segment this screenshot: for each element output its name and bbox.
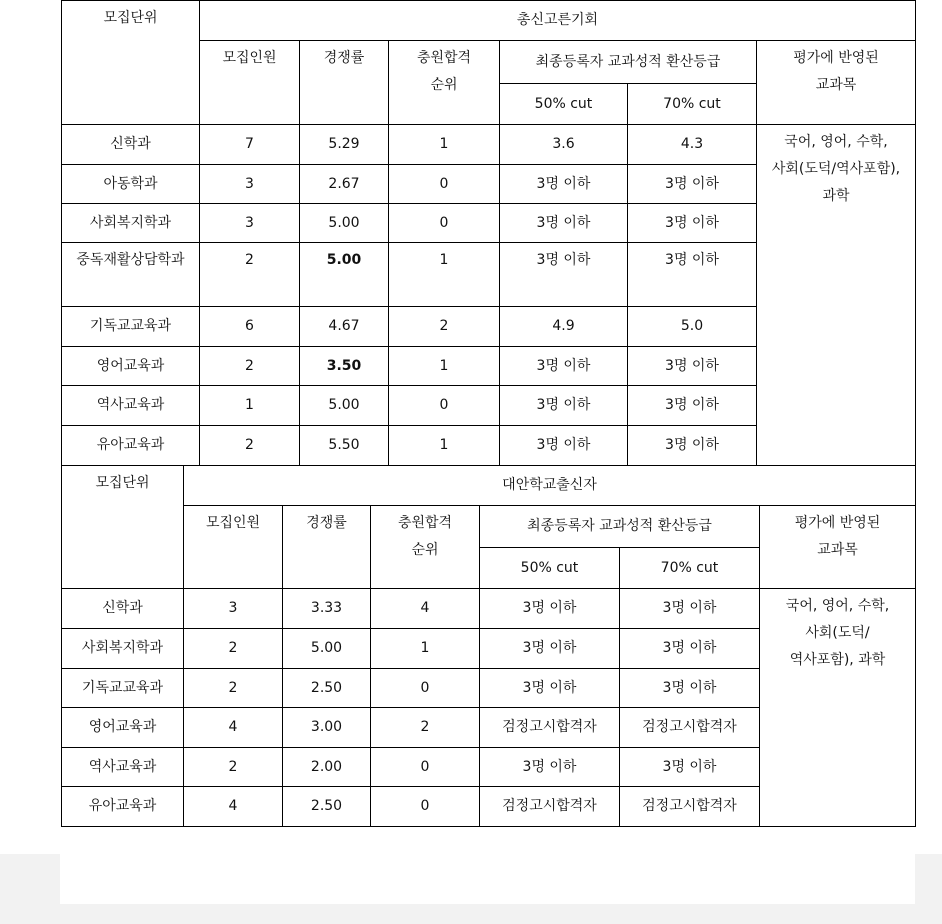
unit-cell: 유아교육과: [62, 787, 184, 827]
col-50-cut: 50% cut: [480, 548, 620, 589]
subjects-line3: 역사포함), 과학: [789, 652, 886, 668]
unit-cell: 사회복지학과: [62, 204, 200, 243]
rank-cell: 1: [371, 629, 480, 669]
ratio-cell: 4.67: [300, 307, 389, 347]
cut70-cell: 3명 이하: [620, 589, 760, 629]
ratio-cell: 2.50: [283, 669, 371, 708]
unit-cell: 영어교육과: [62, 708, 184, 748]
recruit-cell: 6: [200, 307, 300, 347]
ratio-cell: 3.33: [283, 589, 371, 629]
recruit-cell: 2: [184, 669, 283, 708]
cut50-cell: 3명 이하: [500, 426, 628, 466]
recruit-cell: 2: [200, 243, 300, 307]
rank-cell: 0: [389, 165, 500, 204]
col-subjects: [757, 41, 916, 125]
ratio-cell: 5.29: [300, 125, 389, 165]
ratio-cell: 3.50: [300, 347, 389, 386]
cut50-cell: 3명 이하: [500, 347, 628, 386]
cut70-cell: 3명 이하: [628, 165, 757, 204]
ratio-cell: 5.00: [300, 243, 389, 307]
cut50-cell: 3명 이하: [480, 669, 620, 708]
rank-cell: 0: [389, 386, 500, 426]
unit-cell: 유아교육과: [62, 426, 200, 466]
table-row: [62, 589, 916, 629]
rank-cell: 1: [389, 347, 500, 386]
rank-cell: 1: [389, 243, 500, 307]
col-rank: [371, 506, 480, 589]
cut70-cell: 3명 이하: [620, 669, 760, 708]
cut70-cell: 4.3: [628, 125, 757, 165]
recruit-cell: 2: [200, 347, 300, 386]
recruit-cell: 2: [200, 426, 300, 466]
cut50-cell: 검정고시합격자: [480, 708, 620, 748]
col-rank-line1: 충원합격: [397, 515, 453, 531]
table-row: [62, 125, 916, 165]
cut50-cell: 3명 이하: [500, 243, 628, 307]
recruit-cell: 4: [184, 708, 283, 748]
unit-cell: 신학과: [62, 589, 184, 629]
cut50-cell: 3명 이하: [500, 386, 628, 426]
col-subjects-line1: 평가에 반영된: [793, 50, 879, 66]
col-grade: 최종등록자 교과성적 환산등급: [500, 41, 757, 84]
rank-cell: 0: [371, 669, 480, 708]
subjects-cell: [760, 589, 916, 827]
col-rank-line2: 순위: [411, 542, 439, 558]
recruit-cell: 3: [184, 589, 283, 629]
unit-cell: 역사교육과: [62, 748, 184, 787]
col-subjects-line2: 교과목: [817, 542, 858, 558]
rank-cell: 0: [371, 787, 480, 827]
recruit-cell: 7: [200, 125, 300, 165]
col-grade: 최종등록자 교과성적 환산등급: [480, 506, 760, 548]
col-rank: [389, 41, 500, 125]
rank-cell: 0: [389, 204, 500, 243]
unit-cell: 기독교교육과: [62, 307, 200, 347]
group-header: 대안학교출신자: [184, 466, 916, 506]
group-header: 총신고른기회: [200, 1, 916, 41]
cut70-cell: 검정고시합격자: [620, 708, 760, 748]
col-subjects-line1: 평가에 반영된: [794, 515, 881, 531]
cut70-cell: 5.0: [628, 307, 757, 347]
recruit-cell: 4: [184, 787, 283, 827]
admission-table-alternative-school: [61, 465, 916, 827]
ratio-cell: 2.00: [283, 748, 371, 787]
ratio-cell: 5.00: [300, 386, 389, 426]
col-subjects-line2: 교과목: [815, 77, 857, 93]
cut70-cell: 3명 이하: [628, 426, 757, 466]
page-footer-inner: [60, 854, 915, 904]
recruit-cell: 2: [184, 629, 283, 669]
col-rank-line2: 순위: [430, 77, 458, 93]
subjects-line3: 과학: [822, 188, 850, 204]
col-70-cut: 70% cut: [620, 548, 760, 589]
cut50-cell: 3명 이하: [480, 589, 620, 629]
ratio-cell: 3.00: [283, 708, 371, 748]
subjects-line1: 국어, 영어, 수학,: [784, 134, 888, 150]
cut50-cell: 검정고시합격자: [480, 787, 620, 827]
subjects-cell: [757, 125, 916, 466]
unit-header: 모집단위: [62, 1, 200, 125]
unit-cell: 영어교육과: [62, 347, 200, 386]
page-footer-band: [0, 854, 942, 924]
recruit-cell: 3: [200, 165, 300, 204]
ratio-cell: 2.50: [283, 787, 371, 827]
cut70-cell: 3명 이하: [620, 748, 760, 787]
col-recruit: 모집인원: [200, 41, 300, 125]
recruit-cell: 3: [200, 204, 300, 243]
unit-cell: 사회복지학과: [62, 629, 184, 669]
cut70-cell: 3명 이하: [628, 347, 757, 386]
cut70-cell: 3명 이하: [628, 243, 757, 307]
subjects-line1: 국어, 영어, 수학,: [785, 598, 890, 614]
rank-cell: 2: [371, 708, 480, 748]
cut50-cell: 3.6: [500, 125, 628, 165]
cut50-cell: 3명 이하: [500, 204, 628, 243]
col-recruit: 모집인원: [184, 506, 283, 589]
unit-cell: 중독재활상담학과: [62, 243, 200, 307]
col-rank-line1: 충원합격: [416, 50, 472, 66]
col-70-cut: 70% cut: [628, 84, 757, 125]
rank-cell: 1: [389, 426, 500, 466]
unit-cell: 기독교교육과: [62, 669, 184, 708]
rank-cell: 4: [371, 589, 480, 629]
unit-cell: 신학과: [62, 125, 200, 165]
subjects-line2: 사회(도덕/: [805, 625, 870, 641]
recruit-cell: 1: [200, 386, 300, 426]
cut70-cell: 3명 이하: [628, 386, 757, 426]
rank-cell: 2: [389, 307, 500, 347]
cut50-cell: 3명 이하: [480, 629, 620, 669]
cut50-cell: 3명 이하: [500, 165, 628, 204]
ratio-cell: 5.00: [283, 629, 371, 669]
col-ratio: 경쟁률: [300, 41, 389, 125]
subjects-line2: 사회(도덕/역사포함),: [771, 161, 901, 177]
unit-cell: 아동학과: [62, 165, 200, 204]
ratio-cell: 5.50: [300, 426, 389, 466]
admission-table-equal-opportunity: [61, 0, 916, 466]
unit-header: 모집단위: [62, 466, 184, 589]
col-ratio: 경쟁률: [283, 506, 371, 589]
cut50-cell: 4.9: [500, 307, 628, 347]
cut70-cell: 검정고시합격자: [620, 787, 760, 827]
recruit-cell: 2: [184, 748, 283, 787]
unit-cell: 역사교육과: [62, 386, 200, 426]
rank-cell: 0: [371, 748, 480, 787]
ratio-cell: 2.67: [300, 165, 389, 204]
cut70-cell: 3명 이하: [628, 204, 757, 243]
rank-cell: 1: [389, 125, 500, 165]
cut70-cell: 3명 이하: [620, 629, 760, 669]
cut50-cell: 3명 이하: [480, 748, 620, 787]
col-subjects: [760, 506, 916, 589]
ratio-cell: 5.00: [300, 204, 389, 243]
col-50-cut: 50% cut: [500, 84, 628, 125]
